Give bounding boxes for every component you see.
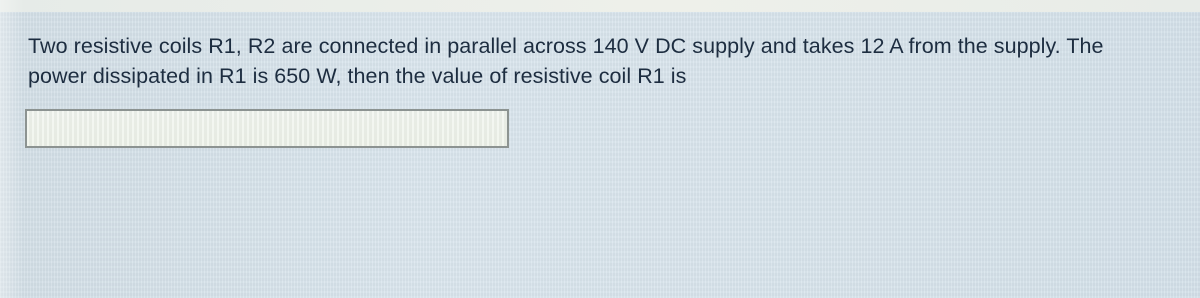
question-line-2: power dissipated in R1 is 650 W, then the value of resistive coil R1 is <box>28 64 687 88</box>
left-edge-highlight <box>0 0 24 298</box>
question-text <box>28 31 1188 91</box>
answer-input[interactable] <box>25 109 509 148</box>
top-edge <box>0 0 1200 12</box>
question-line-1: Two resistive coils R1, R2 are connected in parallel across 140 V DC supply and takes 12 A from the supply. The <box>28 34 1104 58</box>
